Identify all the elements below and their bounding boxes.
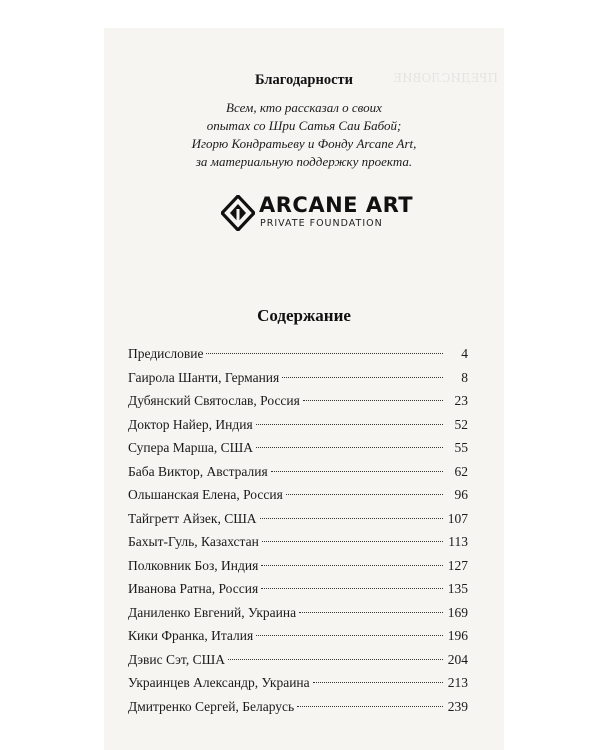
toc-entry-title: Дмитренко Сергей, Беларусь bbox=[128, 698, 295, 714]
toc-entry-page: 8 bbox=[461, 369, 468, 385]
toc-entry-title: Супера Марша, США bbox=[128, 440, 254, 455]
logo-name: ARCANE ART bbox=[259, 193, 414, 217]
toc-entry-title: Дэвис Сэт, США bbox=[128, 651, 225, 667]
toc-entry bbox=[128, 558, 468, 582]
toc-dot-leader bbox=[282, 377, 443, 378]
toc-entry bbox=[128, 417, 468, 441]
toc-dot-leader bbox=[261, 588, 443, 589]
toc-entry bbox=[128, 487, 468, 511]
toc-entry-title: Предисловие bbox=[128, 346, 204, 361]
toc-entry-page: 239 bbox=[447, 698, 468, 714]
toc-dot-leader bbox=[262, 541, 443, 542]
book-page bbox=[104, 28, 504, 750]
toc-entry-title: Дубянский Святослав, Россия bbox=[128, 393, 300, 408]
toc-entry-page: 4 bbox=[461, 346, 468, 361]
acknowledgements-line: опытах со Шри Сатья Саи Бабой; bbox=[206, 118, 402, 133]
toc-entry-title: Тайгретт Айзек, США bbox=[128, 510, 257, 526]
toc-entry-page: 196 bbox=[447, 628, 468, 643]
toc-dot-leader bbox=[271, 471, 443, 472]
toc-dot-leader bbox=[297, 706, 443, 707]
bleed-through-line: ПРЕДИСЛОВИЕ bbox=[393, 71, 498, 85]
toc-entry-page: 213 bbox=[447, 675, 468, 690]
acknowledgements-text bbox=[104, 99, 504, 171]
toc-entry bbox=[128, 346, 468, 370]
toc-entry-title: Гаирола Шанти, Германия bbox=[128, 369, 280, 385]
toc-entry-title: Полковник Боз, Индия bbox=[128, 557, 259, 573]
toc-entry-title: Бахыт-Гуль, Казахстан bbox=[128, 534, 259, 549]
toc-entry bbox=[128, 605, 468, 629]
toc-entry-page: 62 bbox=[454, 463, 468, 479]
toc-entry bbox=[128, 370, 468, 394]
toc-entry-page: 23 bbox=[454, 393, 468, 408]
toc-entry-page: 204 bbox=[447, 651, 468, 667]
toc-entry bbox=[128, 534, 468, 558]
toc-dot-leader bbox=[228, 659, 443, 660]
toc-entry-page: 107 bbox=[447, 510, 468, 526]
acknowledgements-line: Игорю Кондратьеву и Фонду Arcane Art, bbox=[191, 136, 417, 151]
toc-entry-title: Украинцев Александр, Украина bbox=[128, 675, 310, 690]
toc-entry-title: Кики Франка, Италия bbox=[128, 628, 254, 643]
toc-entry-title: Доктор Найер, Индия bbox=[128, 416, 253, 432]
toc-entry bbox=[128, 581, 468, 605]
acknowledgements-line: за материальную поддержку проекта. bbox=[195, 154, 413, 169]
toc-entry-page: 169 bbox=[447, 604, 468, 620]
toc-entry bbox=[128, 652, 468, 676]
toc-entry-page: 135 bbox=[447, 581, 468, 596]
toc-dot-leader bbox=[256, 424, 443, 425]
toc-dot-leader bbox=[299, 612, 443, 613]
toc-dot-leader bbox=[256, 635, 443, 636]
logo-subtitle: PRIVATE FOUNDATION bbox=[260, 218, 383, 229]
contents-heading: Содержание bbox=[257, 306, 351, 325]
toc-dot-leader bbox=[206, 353, 443, 354]
toc-entry-page: 113 bbox=[448, 534, 468, 549]
toc-entry bbox=[128, 699, 468, 723]
toc-entry bbox=[128, 511, 468, 535]
toc-dot-leader bbox=[261, 565, 443, 566]
toc-dot-leader bbox=[256, 447, 443, 448]
toc-entry-title: Иванова Ратна, Россия bbox=[128, 581, 259, 596]
toc-entry bbox=[128, 393, 468, 417]
toc-entry-page: 127 bbox=[447, 557, 468, 573]
toc-dot-leader bbox=[260, 518, 443, 519]
toc-entry-title: Баба Виктор, Австралия bbox=[128, 463, 268, 479]
toc-entry-title: Ольшанская Елена, Россия bbox=[128, 487, 283, 502]
acknowledgements-line: Всем, кто рассказал о своих bbox=[226, 100, 382, 115]
toc-dot-leader bbox=[303, 400, 443, 401]
acknowledgements-heading: Благодарности bbox=[254, 72, 353, 88]
toc-dot-leader bbox=[286, 494, 443, 495]
toc-entry bbox=[128, 628, 468, 652]
toc-entry-page: 52 bbox=[454, 416, 468, 432]
toc-entry bbox=[128, 440, 468, 464]
toc-entry bbox=[128, 675, 468, 699]
table-of-contents bbox=[128, 346, 468, 722]
toc-dot-leader bbox=[313, 682, 443, 683]
toc-entry-page: 55 bbox=[454, 440, 468, 455]
toc-entry-page: 96 bbox=[454, 487, 468, 502]
page-content bbox=[104, 28, 504, 750]
arcane-art-logo bbox=[221, 193, 414, 237]
toc-entry bbox=[128, 464, 468, 488]
toc-entry-title: Даниленко Евгений, Украина bbox=[128, 604, 297, 620]
arcane-art-diamond-icon bbox=[221, 195, 255, 231]
